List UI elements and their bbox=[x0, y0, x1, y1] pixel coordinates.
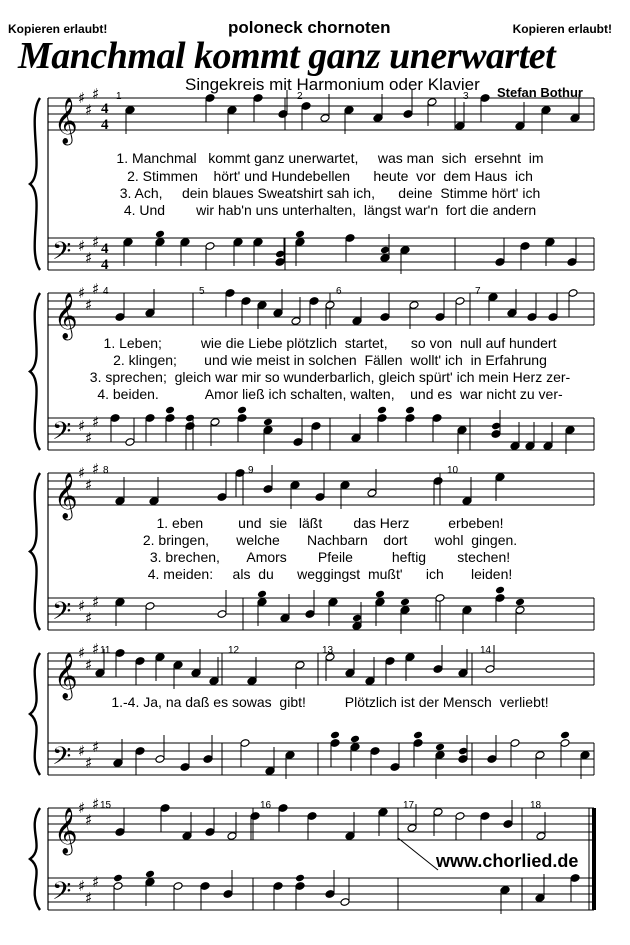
lyrics-line: 2. klingen; und wie meist in solchen Fällen wollt' ich in Erfahrung bbox=[113, 352, 547, 368]
note-head bbox=[350, 735, 360, 744]
measure-number: 15 bbox=[100, 800, 112, 811]
treble-clef: 𝄞 bbox=[54, 293, 78, 339]
bass-clef: 𝄢 bbox=[52, 877, 72, 912]
sharp-sign: ♯ bbox=[78, 417, 86, 435]
note-head bbox=[257, 590, 267, 599]
brace bbox=[30, 473, 40, 630]
measure-number: 9 bbox=[248, 465, 254, 476]
sharp-sign: ♯ bbox=[78, 237, 86, 255]
sharp-sign: ♯ bbox=[78, 742, 86, 760]
bass-clef: 𝄢 bbox=[52, 597, 72, 632]
copy-notice-right: Kopieren erlaubt! bbox=[512, 22, 612, 36]
note-head bbox=[263, 418, 273, 427]
measure-number: 18 bbox=[530, 800, 542, 811]
sharp-sign: ♯ bbox=[78, 877, 86, 895]
note-head bbox=[237, 406, 247, 415]
lyrics-line: 1. eben und sie läßt das Herz erbeben! bbox=[156, 515, 504, 531]
lyrics-line: 2. bringen, welche Nachbarn dort wohl gingen. bbox=[142, 532, 518, 548]
pointer-line bbox=[398, 838, 438, 870]
sharp-sign: ♯ bbox=[85, 609, 93, 627]
bass-clef: 𝄢 bbox=[52, 742, 72, 777]
lyrics-line: 1.-4. Ja, na daß es sowas gibt! Plötzlich ist der Mensch verliebt! bbox=[111, 694, 549, 710]
sharp-sign: ♯ bbox=[92, 593, 100, 611]
note-head bbox=[515, 598, 525, 607]
note-head bbox=[495, 586, 505, 595]
note-head bbox=[165, 406, 175, 415]
sharp-sign: ♯ bbox=[85, 889, 93, 907]
note-head bbox=[295, 874, 305, 883]
sharp-sign: ♯ bbox=[85, 249, 93, 267]
sharp-sign: ♯ bbox=[78, 284, 86, 302]
sharp-sign: ♯ bbox=[92, 280, 100, 298]
note-head bbox=[377, 406, 387, 415]
composer-name: Stefan Bothur bbox=[497, 85, 583, 100]
measure-number: 1 bbox=[116, 91, 122, 102]
note-head bbox=[375, 590, 385, 599]
note-head bbox=[400, 598, 410, 607]
lyrics-line: 4. Und wir hab'n uns unterhalten, längst war'n fort die andern bbox=[123, 202, 537, 218]
measure-number: 11 bbox=[100, 645, 111, 656]
treble-clef: 𝄞 bbox=[54, 473, 78, 519]
sharp-sign: ♯ bbox=[85, 811, 93, 829]
measure-number: 17 bbox=[403, 800, 415, 811]
measure-number: 8 bbox=[103, 465, 109, 476]
lyrics-line: 4. beiden. Amor ließ ich schalten, walten, und es war nicht zu ver- bbox=[97, 386, 563, 402]
lyrics-line: 1. Manchmal kommt ganz unerwartet, was man sich ersehnt im bbox=[116, 150, 544, 166]
note-head bbox=[185, 414, 195, 423]
sharp-sign: ♯ bbox=[78, 89, 86, 107]
measure-number: 7 bbox=[475, 286, 481, 297]
sharp-sign: ♯ bbox=[78, 597, 86, 615]
note-head bbox=[145, 870, 155, 879]
note-head bbox=[155, 230, 165, 239]
sharp-sign: ♯ bbox=[92, 738, 100, 756]
measure-number: 13 bbox=[322, 645, 334, 656]
measure-number: 2 bbox=[297, 91, 303, 102]
song-title: Manchmal kommt ganz unerwartet bbox=[18, 35, 556, 77]
sharp-sign: ♯ bbox=[85, 296, 93, 314]
measure-number: 12 bbox=[228, 645, 240, 656]
sharp-sign: ♯ bbox=[85, 429, 93, 447]
note-head bbox=[295, 230, 305, 239]
brace bbox=[30, 808, 40, 910]
bass-clef: 𝄢 bbox=[52, 237, 72, 272]
website-url: www.chorlied.de bbox=[436, 851, 579, 871]
treble-clef: 𝄞 bbox=[54, 653, 78, 699]
sharp-sign: ♯ bbox=[78, 644, 86, 662]
measure-number: 10 bbox=[447, 465, 459, 476]
brand-name: poloneck chornoten bbox=[228, 18, 391, 37]
time-signature: 4 bbox=[101, 241, 109, 257]
sharp-sign: ♯ bbox=[92, 233, 100, 251]
brace bbox=[30, 653, 40, 775]
measure-number: 4 bbox=[103, 286, 109, 297]
brace bbox=[30, 293, 40, 450]
sharp-sign: ♯ bbox=[92, 795, 100, 813]
note-head bbox=[413, 731, 423, 740]
treble-clef: 𝄞 bbox=[54, 808, 78, 854]
time-signature: 4 bbox=[101, 101, 109, 117]
sharp-sign: ♯ bbox=[78, 464, 86, 482]
sharp-sign: ♯ bbox=[92, 413, 100, 431]
measure-number: 14 bbox=[480, 645, 492, 656]
time-signature: 4 bbox=[101, 117, 109, 133]
note-head bbox=[113, 874, 123, 883]
lyrics-line: 1. Leben; wie die Liebe plötzlich startet, so von null auf hundert bbox=[103, 335, 557, 351]
lyrics-line: 4. meiden: als du weggingst mußt' ich leiden! bbox=[147, 566, 513, 582]
sharp-sign: ♯ bbox=[85, 754, 93, 772]
lyrics-line: 3. sprechen; gleich war mir so wunderbarlich, gleich spürt' ich mein Herz zer- bbox=[89, 369, 571, 385]
measure-number: 6 bbox=[336, 286, 342, 297]
sharp-sign: ♯ bbox=[78, 799, 86, 817]
treble-clef: 𝄞 bbox=[54, 98, 78, 144]
sharp-sign: ♯ bbox=[92, 873, 100, 891]
sharp-sign: ♯ bbox=[85, 101, 93, 119]
sharp-sign: ♯ bbox=[85, 656, 93, 674]
note-head bbox=[405, 406, 415, 415]
note-head bbox=[330, 731, 340, 740]
copy-notice-left: Kopieren erlaubt! bbox=[8, 22, 108, 36]
note-head bbox=[435, 743, 445, 752]
lyrics-line: 2. Stimmen hört' und Hundebellen heute vor dem Haus ich bbox=[127, 168, 533, 184]
time-signature: 4 bbox=[101, 257, 109, 273]
brace bbox=[30, 98, 40, 270]
sharp-sign: ♯ bbox=[85, 476, 93, 494]
bass-clef: 𝄢 bbox=[52, 417, 72, 452]
lyrics-line: 3. Ach, dein blaues Sweatshirt sah ich, deine Stimme hört' ich bbox=[119, 185, 541, 201]
measure-number: 16 bbox=[260, 800, 272, 811]
song-subtitle: Singekreis mit Harmonium oder Klavier bbox=[185, 75, 480, 94]
note-head bbox=[560, 731, 570, 740]
lyrics-line: 3. brechen, Amors Pfeile heftig stechen! bbox=[149, 549, 511, 565]
measure-number: 3 bbox=[463, 91, 469, 102]
sharp-sign: ♯ bbox=[92, 85, 100, 103]
sharp-sign: ♯ bbox=[92, 640, 100, 658]
measure-number: 5 bbox=[199, 286, 205, 297]
sharp-sign: ♯ bbox=[92, 460, 100, 478]
